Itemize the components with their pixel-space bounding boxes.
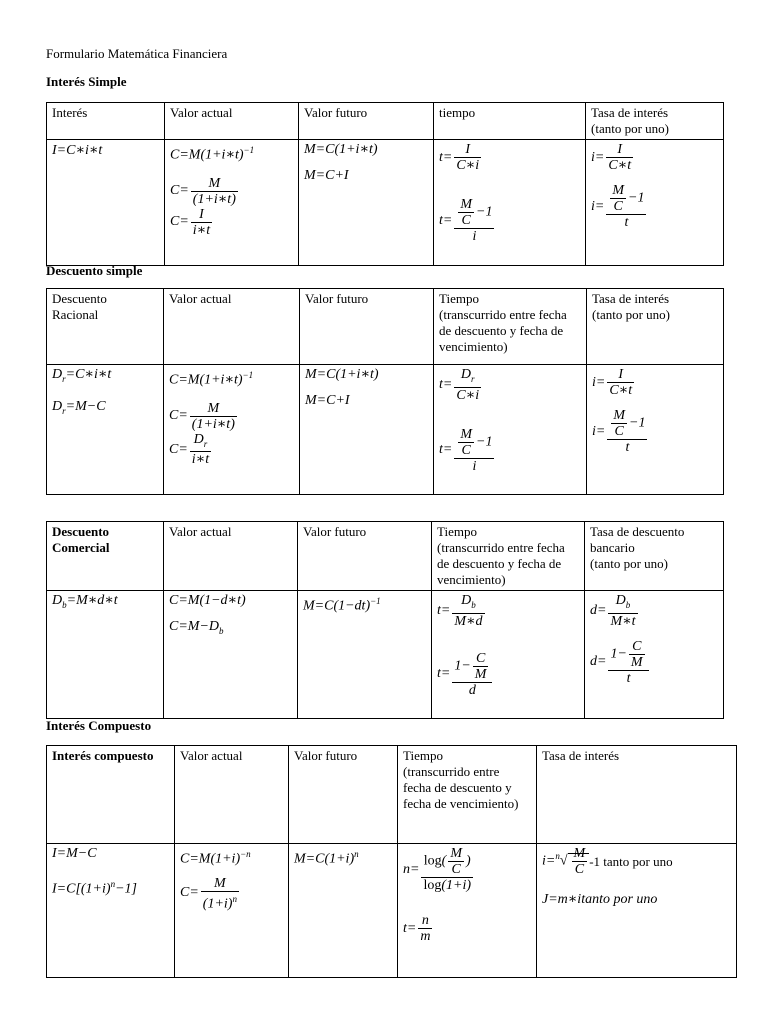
- table-row: [47, 140, 724, 266]
- header-cell: Valor futuro: [298, 522, 432, 591]
- header-cell: Valor actual: [165, 103, 299, 140]
- formula-cell: [47, 591, 164, 719]
- table-header-row: [47, 103, 724, 140]
- document-title: Formulario Matemática Financiera: [46, 46, 228, 61]
- table-row: [47, 591, 724, 719]
- formula-cell: [47, 365, 164, 495]
- formula: C=M(1+i∗t)$^{-1}$: [170, 145, 255, 163]
- header-cell: Tasa de interés (tanto por uno): [586, 103, 724, 140]
- section-interes-compuesto: Interés Compuesto: [46, 718, 152, 733]
- formula: $M=C(1-dt)^{-1}$: [303, 596, 381, 614]
- formula: $M=C(1+i)^n$: [294, 849, 359, 867]
- formula: t= 1− $\frac{C}{M}$ d: [437, 651, 579, 698]
- formula: C= I i∗t: [170, 206, 211, 238]
- formula-cell: [434, 140, 586, 266]
- formula: C= M $(1+i)^n$: [180, 875, 237, 912]
- header-cell: Interés compuesto: [47, 746, 175, 844]
- formula: i= $\frac{M}{C}$ −1 t: [591, 183, 645, 230]
- header-cell: Tasa de descuento bancario (tanto por uno): [585, 522, 724, 591]
- header-cell: Tiempo (transcurrido entre fecha de descuento y fecha de vencimiento): [432, 522, 585, 591]
- formula: C= $D_r$ i∗t: [169, 431, 210, 468]
- formula: i= I C∗t: [592, 367, 633, 398]
- formula-cell: [587, 365, 724, 495]
- formula: M=C(1+i∗t): [304, 142, 378, 157]
- formula: $C=M(1+i)^{-n}$: [180, 849, 251, 867]
- header-cell: Valor actual: [175, 746, 289, 844]
- formula: M=C+I: [305, 393, 350, 408]
- formula-cell: [432, 591, 585, 719]
- formula: i= I C∗t: [591, 142, 632, 173]
- descuento-comercial-table: [46, 521, 724, 719]
- header-cell: Interés: [47, 103, 165, 140]
- formula-cell: [299, 140, 434, 266]
- header-cell: Tasa de interés (tanto por uno): [587, 289, 724, 365]
- header-cell: Tiempo (transcurrido entre fecha de descuento y fecha de vencimiento): [398, 746, 537, 844]
- header-cell: Tasa de interés: [537, 746, 737, 844]
- formula: t= $\frac{M}{C}$ −1 i: [439, 197, 493, 244]
- formula: i= $\frac{M}{C}$ −1 t: [592, 408, 646, 455]
- formula: $C=M-D_b$: [169, 619, 224, 636]
- formula: $D_r=C∗i∗t$: [52, 367, 112, 384]
- formula-cell: [434, 365, 587, 495]
- formula-cell: [164, 591, 298, 719]
- formula: C= M (1+i∗t): [169, 400, 235, 432]
- table-header-row: [47, 746, 737, 844]
- formula-cell: [586, 140, 724, 266]
- table-header-row: [47, 289, 724, 365]
- table-row: [47, 365, 724, 495]
- formula: t= n m: [403, 913, 431, 944]
- formula: $D_r=M-C$: [52, 398, 106, 416]
- formula-cell: [398, 844, 537, 978]
- formula: M=C(1+i∗t): [305, 367, 379, 382]
- formula: t= $\frac{M}{C}$ −1 i: [439, 426, 493, 474]
- section-interes-simple: Interés Simple: [46, 74, 127, 89]
- descuento-racional-table: [46, 288, 724, 495]
- table-row: [47, 844, 737, 978]
- formula: t= $D_b$ M∗d: [437, 593, 483, 629]
- formula: C=M(1+i∗t)$^{-1}$: [169, 370, 254, 388]
- formula: i=$^n$√ $\frac{M}{C}$ -1 tanto por uno: [542, 846, 673, 877]
- header-cell: Valor actual: [164, 522, 298, 591]
- header-cell: Valor futuro: [300, 289, 434, 365]
- formula: d= 1− $\frac{C}{M}$ t: [590, 639, 718, 686]
- header-cell: Tiempo (transcurrido entre fecha de descuento y fecha de vencimiento): [434, 289, 587, 365]
- formula-cell: [585, 591, 724, 719]
- formula: M=C+I: [304, 168, 349, 183]
- formula-cell: [165, 140, 299, 266]
- formula: $D_b=M∗d∗t$: [52, 593, 118, 610]
- formula-cell: [289, 844, 398, 978]
- formula-cell: [175, 844, 289, 978]
- formula: I=M−C: [52, 846, 97, 861]
- formula-cell: [298, 591, 432, 719]
- header-cell: Valor actual: [164, 289, 300, 365]
- header-cell: Valor futuro: [289, 746, 398, 844]
- section-descuento-simple: Descuento simple: [46, 263, 143, 278]
- formula: I=C∗i∗t: [52, 143, 103, 158]
- formula-cell: [300, 365, 434, 495]
- formula: C=M(1−d∗t): [169, 593, 246, 608]
- formula: t= I C∗i: [439, 142, 480, 173]
- formula: J=m∗itanto por uno: [542, 892, 658, 907]
- formula: C= M (1+i∗t): [170, 175, 236, 207]
- formula-cell: [47, 844, 175, 978]
- interes-compuesto-table: [46, 745, 737, 978]
- table-header-row: [47, 522, 724, 591]
- formula: d= $D_b$ M∗t: [590, 593, 636, 629]
- formula: $I=C[(1+i)^n-1]$: [52, 879, 137, 897]
- header-cell: Descuento Comercial: [47, 522, 164, 591]
- formula-cell: [164, 365, 300, 495]
- header-cell: tiempo: [434, 103, 586, 140]
- header-cell: Descuento Racional: [47, 289, 164, 365]
- formula: t= $D_r$ C∗i: [439, 367, 480, 403]
- formula-cell: [537, 844, 737, 978]
- interes-simple-table: [46, 102, 724, 266]
- header-cell: Valor futuro: [299, 103, 434, 140]
- formula: n= log( $\frac{M}{C}$ ) log(1+i): [403, 846, 472, 893]
- formula-cell: [47, 140, 165, 266]
